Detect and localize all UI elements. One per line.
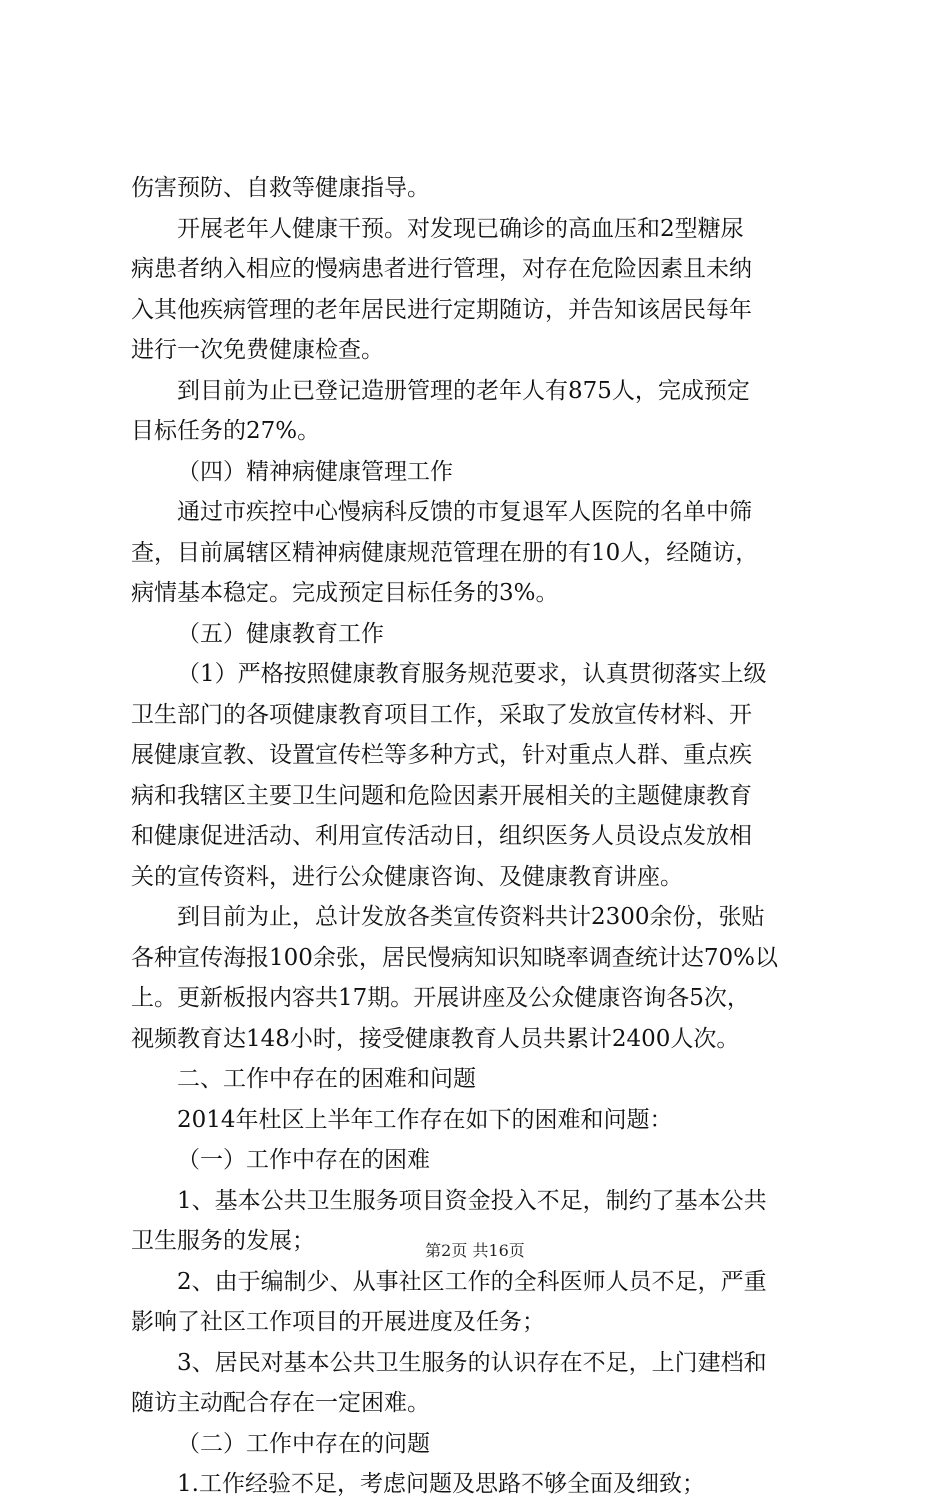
section-heading <box>131 614 831 655</box>
text-line: 入其他疾病管理的老年居民进行定期随访，并告知该居民每年 <box>131 296 752 323</box>
text-line: 病患者纳入相应的慢病患者进行管理，对存在危险因素且未纳 <box>131 256 752 282</box>
text-line: 卫生部门的各项健康教育项目工作，采取了发放宣传材料、开 <box>131 701 752 728</box>
text-line: 通过市疾控中心慢病科反馈的市复退军人医院的名单中筛 <box>177 499 752 525</box>
paragraph <box>131 654 831 897</box>
text-line: （五）健康教育工作 <box>177 620 384 647</box>
text-line: 视频教育达148小时，接受健康教育人员共累计2400人次。 <box>131 1025 740 1052</box>
page-footer: 第2页 共16页 <box>425 1241 525 1260</box>
text-line: 关的宣传资料，进行公众健康咨询、及健康教育讲座。 <box>131 863 683 890</box>
paragraph <box>131 1262 831 1343</box>
text-line: 随访主动配合存在一定困难。 <box>131 1390 430 1416</box>
paragraph <box>131 492 831 614</box>
text-line: 二、工作中存在的困难和问题 <box>177 1066 476 1092</box>
text-line: 3、居民对基本公共卫生服务的认识存在不足，上门建档和 <box>177 1349 767 1376</box>
text-line: 目标任务的27%。 <box>131 418 321 444</box>
paragraph <box>131 209 831 371</box>
paragraph <box>131 168 831 209</box>
text-line: （二）工作中存在的问题 <box>177 1430 430 1457</box>
text-line: 查，目前属辖区精神病健康规范管理在册的有10人，经随访， <box>131 539 759 566</box>
paragraph <box>131 1100 831 1141</box>
paragraph <box>131 371 831 452</box>
text-line: 开展老年人健康干预。对发现已确诊的高血压和2型糖尿 <box>177 215 744 242</box>
text-line: 各种宣传海报100余张，居民慢病知识知晓率调查统计达70%以 <box>131 944 779 971</box>
text-line: 上。更新板报内容共17期。开展讲座及公众健康咨询各5次， <box>131 985 750 1011</box>
text-line: 2、由于编制少、从事社区工作的全科医师人员不足，严重 <box>177 1268 767 1295</box>
text-line: （四）精神病健康管理工作 <box>177 458 453 485</box>
text-line: 卫生服务的发展； <box>131 1228 315 1254</box>
text-line: 伤害预防、自救等健康指导。 <box>131 175 430 201</box>
text-line: 到目前为止，总计发放各类宣传资料共计2300余份，张贴 <box>177 904 765 930</box>
section-heading <box>131 452 831 493</box>
section-heading <box>131 1424 831 1465</box>
text-line: 影响了社区工作项目的开展进度及任务； <box>131 1309 545 1335</box>
text-line: （1）严格按照健康教育服务规范要求，认真贯彻落实上级 <box>177 661 767 687</box>
text-line: 1.工作经验不足，考虑问题及思路不够全面及细致； <box>177 1471 705 1497</box>
text-line: 进行一次免费健康检查。 <box>131 337 384 363</box>
section-heading <box>131 1059 831 1100</box>
paragraph <box>131 1464 831 1505</box>
text-line: 1、基本公共卫生服务项目资金投入不足，制约了基本公共 <box>177 1187 767 1214</box>
text-line: 病情基本稳定。完成预定目标任务的3%。 <box>131 580 559 606</box>
text-line: 2014年杜区上半年工作存在如下的困难和问题： <box>177 1106 673 1133</box>
text-line: （一）工作中存在的困难 <box>177 1147 430 1173</box>
text-line: 和健康促进活动、利用宣传活动日，组织医务人员设点发放相 <box>131 823 752 849</box>
text-line: 展健康宣教、设置宣传栏等多种方式，针对重点人群、重点疾 <box>131 742 752 768</box>
paragraph <box>131 1343 831 1424</box>
document-body <box>131 168 831 1505</box>
section-heading <box>131 1140 831 1181</box>
text-line: 病和我辖区主要卫生问题和危险因素开展相关的主题健康教育 <box>131 782 752 809</box>
text-line: 到目前为止已登记造册管理的老年人有875人，完成预定 <box>177 377 750 404</box>
paragraph <box>131 897 831 1059</box>
